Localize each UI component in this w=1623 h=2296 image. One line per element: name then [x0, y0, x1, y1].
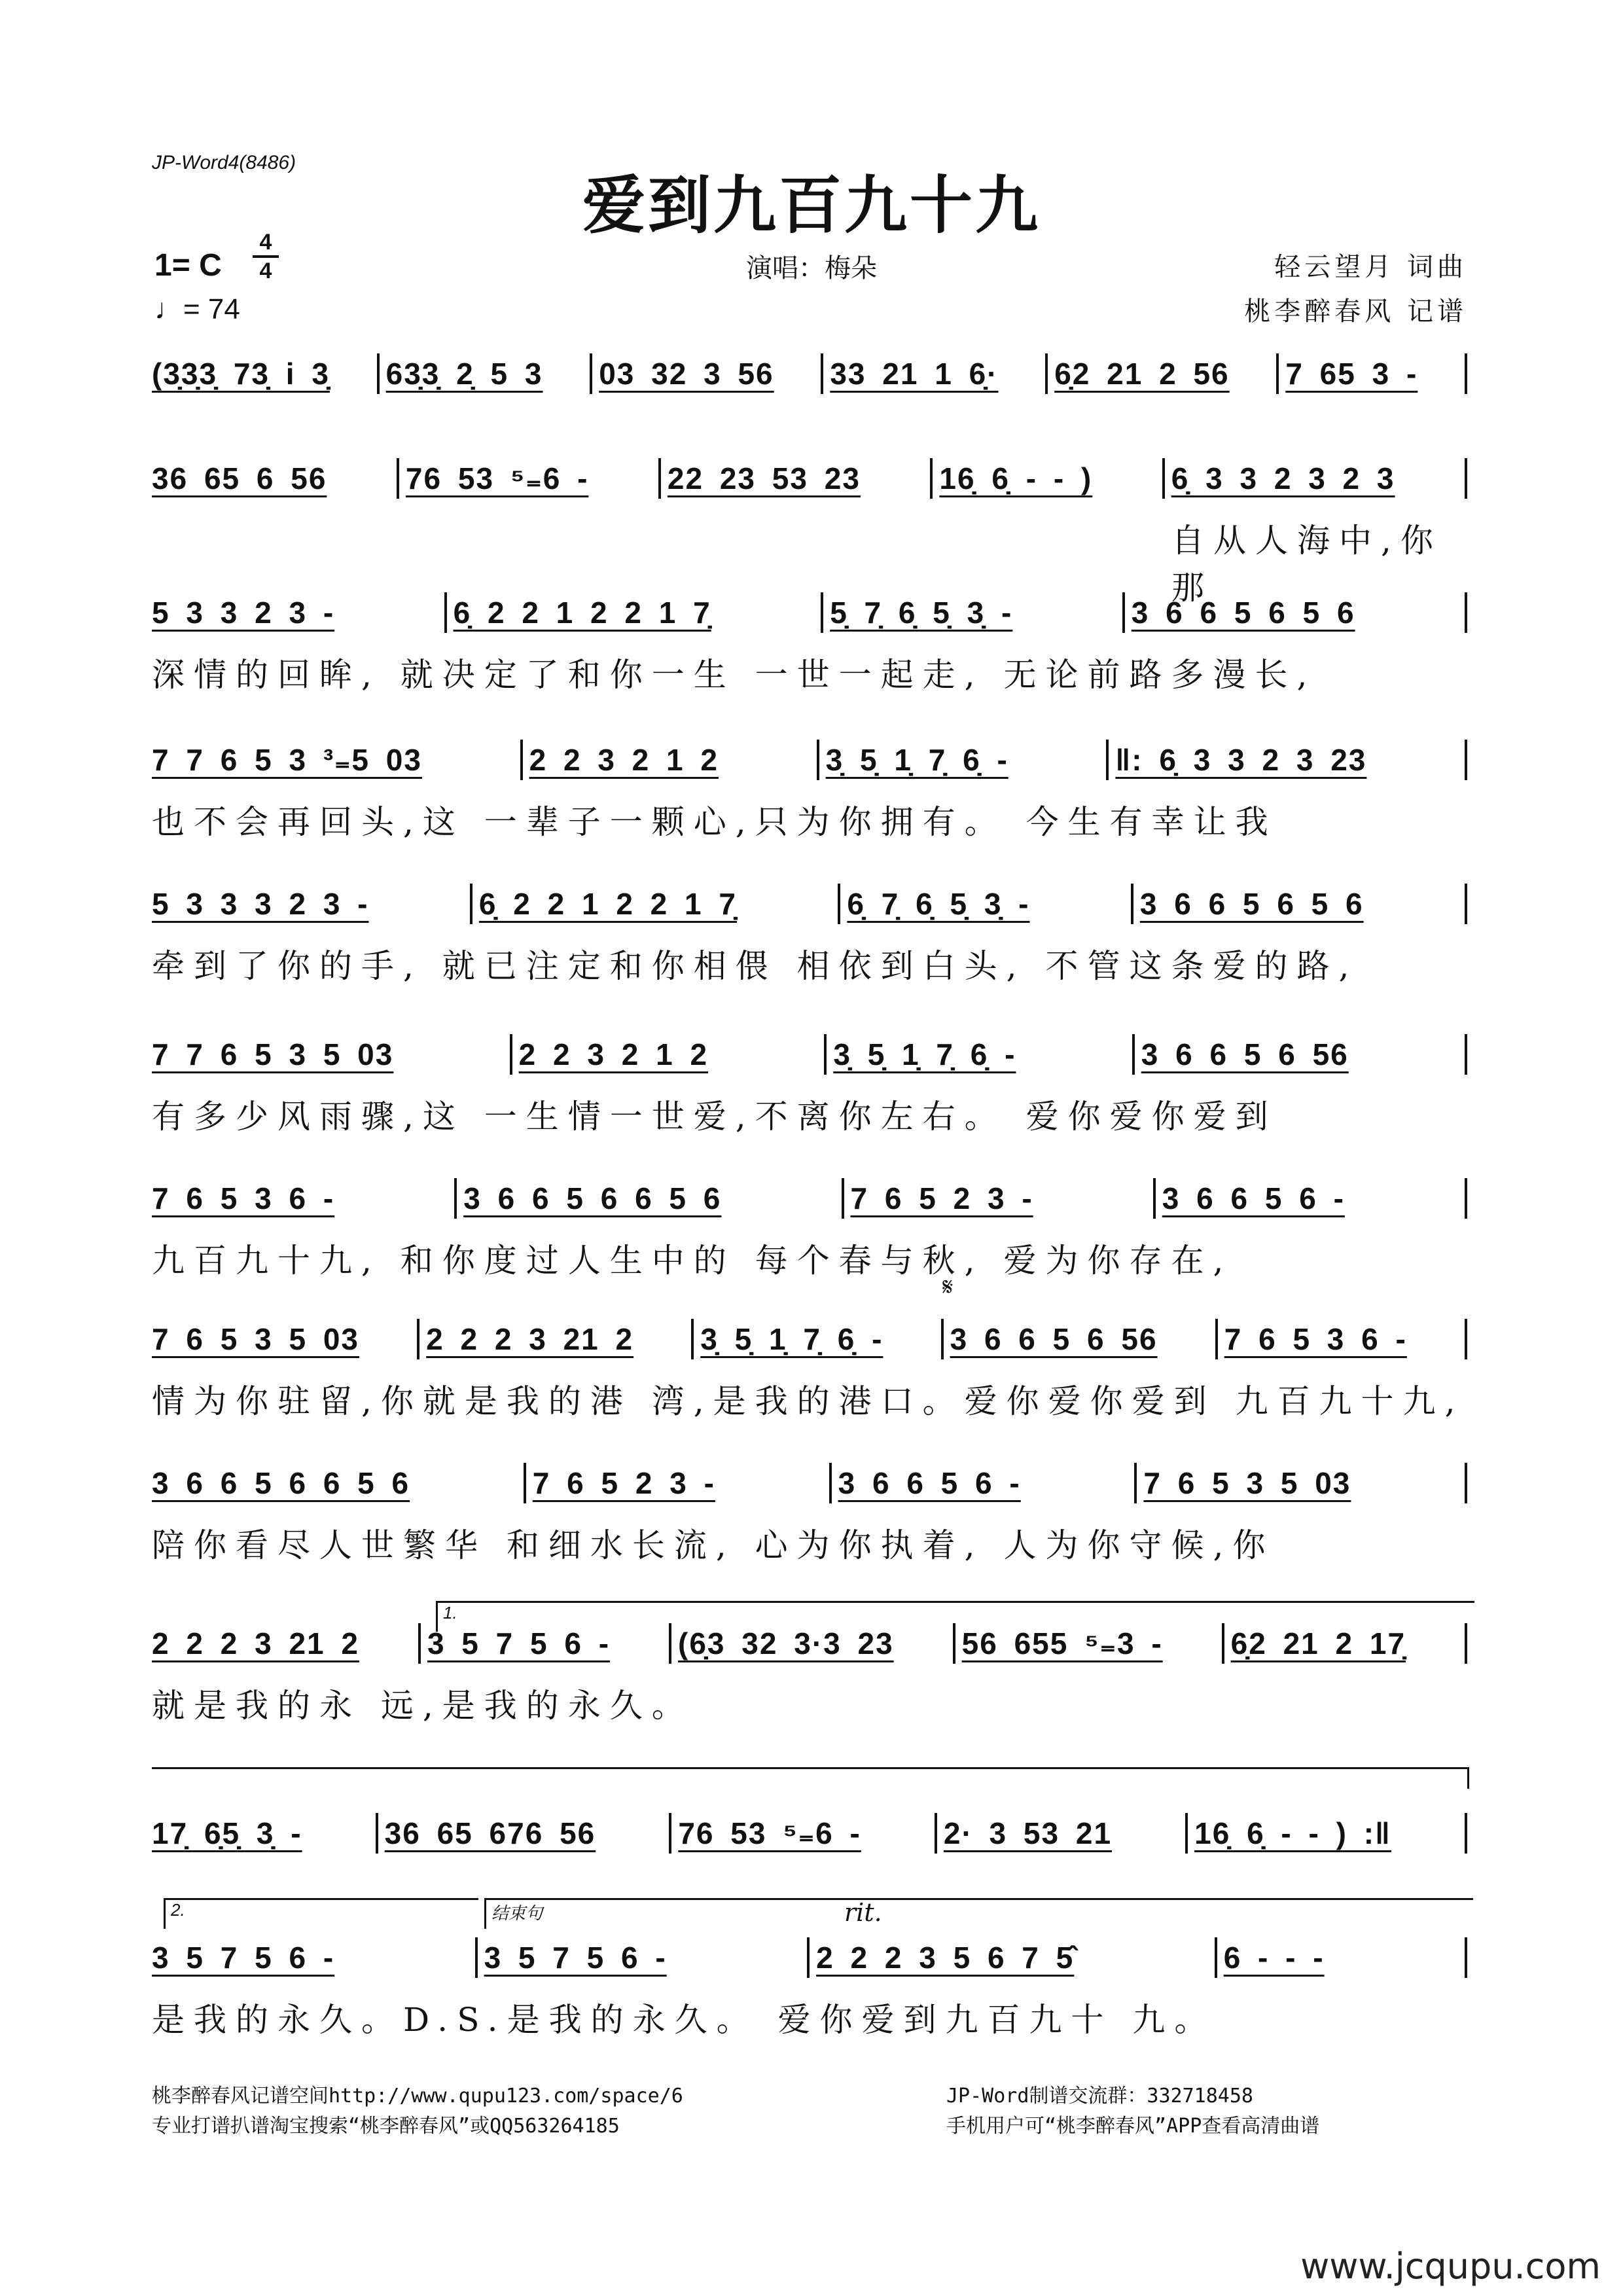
site-watermark: www.jcqupu.com: [1300, 2246, 1601, 2287]
system-notes: [152, 1813, 1467, 1854]
system-lyrics: 就是我的永 远,是我的永久。: [152, 1687, 694, 1725]
footer-right-line1: JP-Word制谱交流群：332718458: [946, 2085, 1253, 2108]
measure-row: [152, 1034, 1467, 1075]
measure: 56 655 ⁵₌3 -: [955, 1623, 1224, 1664]
measure: 7 7 6 5 3 5 03: [152, 1034, 512, 1075]
system-lyrics: 是我的永久。D.S.是我的永久。 爱你爱到九百九十 九。: [152, 2001, 1217, 2039]
system-notes: [152, 740, 1467, 780]
measure: 2 2 2 3 21 2: [419, 1319, 694, 1359]
transcriber: 桃李醉春风 记谱: [1244, 296, 1467, 327]
measure: 3 6 6 5 6 56: [944, 1319, 1218, 1359]
measure: 7 6 5 2 3 -: [844, 1178, 1156, 1219]
software-label: JP-Word4(8486): [152, 152, 296, 173]
footer-left: [152, 2081, 683, 2142]
measure: 36 65 676 56: [378, 1813, 672, 1854]
system-notes: [152, 1937, 1467, 1978]
measure-row: [152, 592, 1467, 633]
measure: 6̣ 2 2 1 2 2 1 7̣: [447, 592, 824, 633]
footer-right-line2: 手机用户可“桃李醉春风”APP查看高清曲谱: [946, 2115, 1320, 2138]
volta-1-label: 1.: [443, 1603, 457, 1623]
system-lyrics: 深情的回眸, 就决定了和你一生 一世一起走, 无论前路多漫长,: [152, 656, 1317, 694]
measure: 7 6 5 2 3 -: [526, 1463, 832, 1503]
measure: 16̣ 6̣ - - ): [933, 458, 1164, 499]
measure: 76 53 ⁵₌6 -: [399, 458, 661, 499]
measure: 3 5 7 5 6 -: [152, 1937, 478, 1978]
measure: 7 6 5 3 5 03: [152, 1319, 419, 1359]
measure: 7 6 5 3 6 -: [152, 1178, 457, 1219]
system-lyrics: 九百九十九, 和你度过人生中的 每个春与秋, 爱为你存在,: [152, 1242, 1233, 1280]
system-notes: [152, 1319, 1467, 1359]
credits: [1244, 245, 1467, 334]
measure: 3̣ 5̣ 1̣ 7̣ 6̣ -: [694, 1319, 943, 1359]
system-notes: [152, 1463, 1467, 1503]
time-numerator: 4: [259, 230, 272, 255]
measure: 3̣ 5̣ 1̣ 7̣ 6̣ -: [827, 1034, 1134, 1075]
measure-row: [152, 1463, 1467, 1503]
rit-mark: rit.: [844, 1898, 882, 1927]
measure-row: [152, 1937, 1467, 1978]
measure-row: [152, 1319, 1467, 1359]
time-signature: [253, 230, 279, 283]
system-notes: [152, 592, 1467, 633]
measure: 16̣ 6̣ - - ) :‖: [1188, 1813, 1467, 1854]
measure: (3̣3̣3̣ 73̣ i 3̣: [152, 353, 380, 394]
measure: 3 6 6 5 6 -: [832, 1463, 1137, 1503]
measure-row: [152, 884, 1467, 924]
key-signature: 1= C: [154, 248, 222, 283]
lyricist-composer: 轻云望月 词曲: [1274, 252, 1467, 282]
measure: 3 6 6 5 6 6 5 6: [152, 1463, 526, 1503]
system-notes: [152, 1034, 1467, 1075]
volta-1-continuation: [152, 1767, 1469, 1789]
measure: 17̣ 6̣5̣ 3̣ -: [152, 1813, 378, 1854]
measure: 5 3 3 2 3 -: [152, 592, 447, 633]
coda-label: 结束句: [491, 1903, 543, 1923]
system-notes: [152, 353, 1467, 394]
measure: 6̣ 7̣ 6̣ 5̣ 3̣ -: [840, 884, 1133, 924]
measure: 3 6 6 5 6 56: [1135, 1034, 1467, 1075]
system-lyrics: 情为你驻留,你就是我的港 湾,是我的港口。爱你爱你爱到 九百九十九,: [152, 1382, 1465, 1420]
measure: 2· 3 53 21: [937, 1813, 1188, 1854]
volta-1-bracket: [436, 1601, 1474, 1632]
system-lyrics: 也不会再回头,这 一辈子一颗心,只为你拥有。 今生有幸让我: [152, 803, 1277, 841]
measure: 3̣ 5̣ 1̣ 7̣ 6̣ -: [819, 740, 1109, 780]
measure: 3 5 7 5 6 -: [478, 1937, 810, 1978]
measure: 3 5 7 5 6 -: [421, 1623, 671, 1664]
measure: 3 6 6 5 6 6 5 6: [457, 1178, 844, 1219]
system-lyrics: 自从人海中,你那: [1171, 522, 1442, 607]
measure: 6 - - -: [1217, 1937, 1467, 1978]
system-notes: [152, 458, 1467, 499]
measure: 5 3 3 3 2 3 -: [152, 884, 473, 924]
tempo-mark: ♩= 74: [154, 293, 240, 325]
measure: 7 6 5 3 5 03: [1137, 1463, 1467, 1503]
measure: 5̣ 7̣ 6̣ 5̣ 3̣ -: [823, 592, 1125, 633]
coda-bracket: [484, 1898, 1473, 1929]
measure-row: [152, 1813, 1467, 1854]
footer-left-line2: 专业打谱扒谱淘宝搜索“桃李醉春风”或QQ563264185: [152, 2115, 620, 2138]
system-notes: [152, 884, 1467, 924]
time-denominator: 4: [259, 259, 272, 283]
measure: 03 32 3 56: [592, 353, 823, 394]
measure: (6̣3 32 3·3 23: [671, 1623, 955, 1664]
measure: 6̣2 21 2 56: [1048, 353, 1279, 394]
measure: 7 65 3 -: [1279, 353, 1467, 394]
system-lyrics: 有多少风雨骤,这 一生情一世爱,不离你左右。 爱你爱你爱到: [152, 1098, 1277, 1136]
measure-row: [152, 353, 1467, 394]
measure: 6̣2 21 2 17̣: [1224, 1623, 1467, 1664]
measure-row: [152, 740, 1467, 780]
system-lyrics: 牵到了你的手, 就已注定和你相偎 相依到白头, 不管这条爱的路,: [152, 947, 1359, 985]
measure: 2 2 2 3 5 6 7 5̂: [810, 1937, 1217, 1978]
measure: 7 6 5 3 6 -: [1218, 1319, 1467, 1359]
footer-right: [946, 2081, 1319, 2142]
measure: 63̣3̣ 2̣ 5 3: [380, 353, 593, 394]
measure: 2 2 3 2 1 2: [523, 740, 819, 780]
measure: ‖: 6̣ 3 3 2 3 23: [1109, 740, 1467, 780]
measure: 3 6 6 5 6 5 6: [1133, 884, 1467, 924]
measure: 2 2 3 2 1 2: [512, 1034, 827, 1075]
segno-mark: 𝄋: [942, 1272, 954, 1301]
measure: 22 23 53 23: [661, 458, 933, 499]
measure-row: [152, 458, 1467, 499]
footer-left-line1: 桃李醉春风记谱空间http://www.qupu123.com/space/6: [152, 2085, 683, 2108]
measure-row: [152, 1178, 1467, 1219]
measure: 36 65 6 56: [152, 458, 399, 499]
measure: 6̣ 2 2 1 2 2 1 7̣: [473, 884, 841, 924]
system-notes: [152, 1178, 1467, 1219]
system-lyrics: 陪你看尽人世繁华 和细水长流, 心为你执着, 人为你守候,你: [152, 1526, 1275, 1564]
measure: 6̣ 3 3 2 3 2 3: [1165, 458, 1467, 499]
measure: 3 6 6 5 6 -: [1156, 1178, 1467, 1219]
measure: 2 2 2 3 21 2: [152, 1623, 421, 1664]
song-title: 爱到九百九十九: [582, 168, 1041, 242]
measure: 33 21 1 6̣·: [823, 353, 1048, 394]
measure: 3 6 6 5 6 5 6: [1125, 592, 1467, 633]
measure: 7 7 6 5 3 ³₌5 03: [152, 740, 523, 780]
singer-label: 演唱：梅朵: [746, 253, 877, 283]
measure: 76 53 ⁵₌6 -: [671, 1813, 937, 1854]
volta-2-bracket: [164, 1898, 478, 1929]
volta-2-label: 2.: [171, 1900, 185, 1920]
